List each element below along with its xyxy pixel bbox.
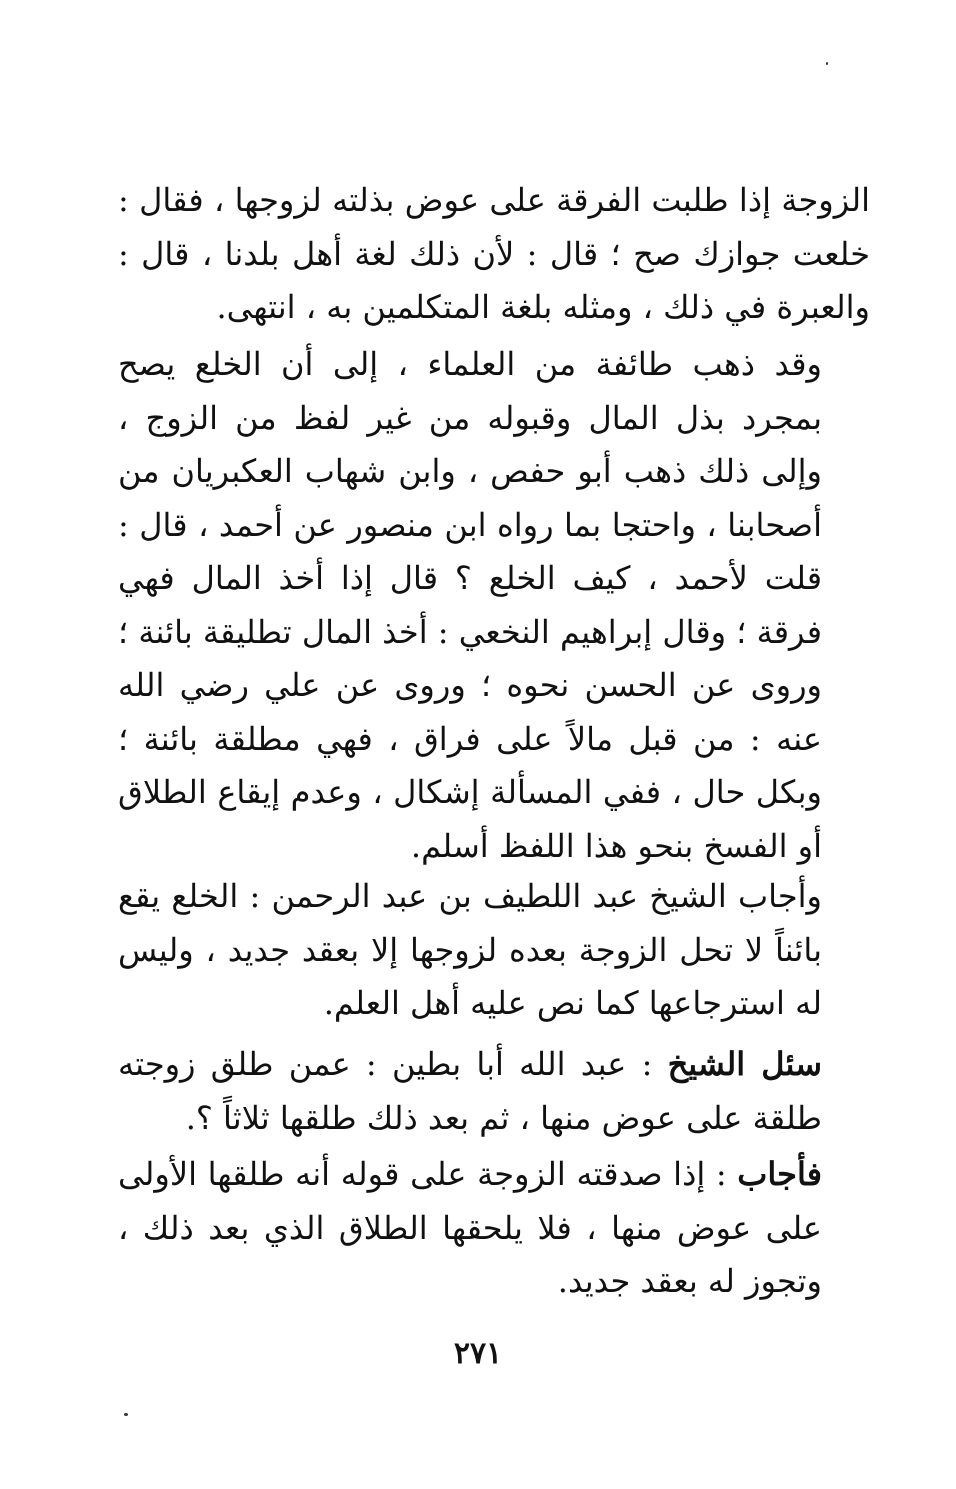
paragraph-text: وأجاب الشيخ عبد اللطيف بن عبد الرحمن : الخلع يقع بائناً لا تحل الزوجة بعده لزوجها إلا بعقد جديد ، وليس له استرجاعها كما نص عليه أهل العلم. (118, 877, 822, 1022)
paragraph-answer (118, 1148, 870, 1309)
paragraph-text: : إذا صدقته الزوجة على قوله أنه طلقها الأولى على عوض منها ، فلا يلحقها الطلاق الذي بعد ذلك ، وتجوز له بعقد جديد. (118, 1155, 823, 1300)
answer-lead: فأجاب (737, 1155, 822, 1193)
paragraph-khul-opinion (118, 338, 870, 873)
question-lead: سئل الشيخ (667, 1045, 823, 1083)
paragraph-body (118, 1038, 870, 1145)
paragraph-body (118, 1148, 870, 1309)
paragraph-question (118, 1038, 870, 1145)
paragraph-text: وقد ذهب طائفة من العلماء ، إلى أن الخلع يصح بمجرد بذل المال وقبوله من غير لفظ من الزوج ، وإلى ذلك ذهب أبو حفص ، وابن شهاب العكبريان من أصحابنا ، واحتجا بما رواه ابن منصور عن أحمد ، قال : قلت لأحمد ، كيف الخلع ؟ قال إذا أخذ المال فهي فرقة ؛ وقال إبراهيم النخعي : أخذ المال تطليقة بائنة ؛ وروى عن الحسن نحوه ؛ وروى عن علي رضي الله عنه : من قبل مالاً على فراق ، فهي مطلقة بائنة ؛ وبكل حال ، ففي المسألة إشكال ، وعدم إيقاع الطلاق أو الفسخ بنحو هذا اللفظ أسلم. (118, 345, 823, 865)
paragraph-text: : عبد الله أبا بطين : عمن طلق زوجته طلقة على عوض منها ، ثم بعد ذلك طلقها ثلاثاً ؟. (118, 1045, 822, 1137)
scan-speck (826, 62, 828, 65)
scan-speck (124, 1413, 128, 1416)
paragraph-continuation (118, 174, 870, 335)
paragraph-abdullatif-answer (118, 870, 870, 1031)
paragraph-text: الزوجة إذا طلبت الفرقة على عوض بذلته لزوجها ، فقال : خلعت جوازك صح ؛ قال : لأن ذلك لغة أهل بلدنا ، قال : والعبرة في ذلك ، ومثله بلغة المتكلمين به ، انتهى. (118, 181, 871, 326)
page-number: ٢٧١ (453, 1336, 503, 1371)
